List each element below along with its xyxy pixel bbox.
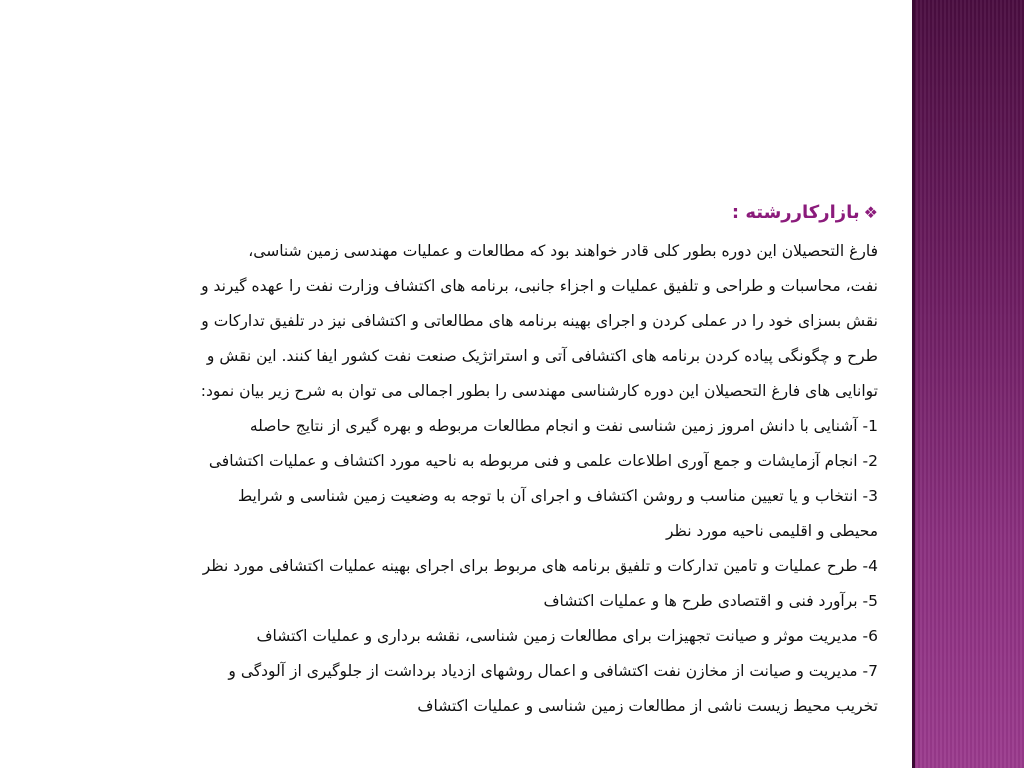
panel-edge — [912, 0, 915, 768]
slide-heading — [38, 194, 878, 230]
decorative-side-panel — [912, 0, 1024, 768]
list-item-2: 2- انجام آزمایشات و جمع آوری اطلاعات علمی و فنی مربوطه به ناحیه مورد اکتشاف و عملیات اکتشافی — [208, 452, 878, 470]
list-item-1: 1- آشنایی با دانش امروز زمین شناسی نفت و انجام مطالعات مربوطه و بهره گیری از نتایج حاصله — [249, 417, 878, 435]
heading-text: بازارکاررشته : — [731, 201, 860, 223]
list-item-7-continued: تخریب محیط زیست ناشی از مطالعات زمین شناسی و عملیات اکتشاف — [417, 697, 878, 715]
panel-stripes — [912, 0, 1024, 768]
text-line: توانایی های فارغ التحصیلان این دوره کارشناسی مهندسی را بطور اجمالی می توان به شرح زیر بیان نمود: — [200, 382, 878, 400]
text-line: فارغ التحصیلان این دوره بطور کلی قادر خواهند بود که مطالعات و عملیات مهندسی زمین شناسی، — [248, 242, 878, 260]
text-line: نقش بسزای خود را در عملی کردن و اجرای بهینه برنامه های مطالعاتی و اکتشافی نیز در تلفیق تدارکات و — [201, 312, 878, 330]
list-item-7: 7- مدیریت و صیانت از مخازن نفت اکتشافی و اعمال روشهای ازدیاد برداشت از جلوگیری از آلودگی و — [228, 662, 878, 680]
list-item-4: 4- طرح عملیات و تامین تدارکات و تلفیق برنامه های مربوط برای اجرای بهینه عملیات اکتشافی مورد نظر — [202, 557, 878, 575]
diamond-bullet-icon: ❖ — [863, 202, 878, 222]
slide-content — [38, 194, 878, 724]
text-line: طرح و چگونگی پیاده کردن برنامه های اکتشافی آتی و استراتژیک صنعت نفت کشور ایفا کنند. این نقش و — [206, 347, 878, 365]
list-item-3: 3- انتخاب و یا تعیین مناسب و روشن اکتشاف و اجرای آن با توجه به وضعیت زمین شناسی و شرایط — [237, 487, 878, 505]
body-text — [38, 234, 878, 724]
list-item-5: 5- برآورد فنی و اقتصادی طرح ها و عملیات اکتشاف — [543, 592, 878, 610]
list-item-6: 6- مدیریت موثر و صیانت تجهیزات برای مطالعات زمین شناسی، نقشه برداری و عملیات اکتشاف — [256, 627, 878, 645]
text-line: نفت، محاسبات و طراحی و تلفیق عملیات و اجزاء جانبی، برنامه های اکتشاف وزارت نفت را عهده گیرند و — [201, 277, 878, 295]
list-item-3-continued: محیطی و اقلیمی ناحیه مورد نظر — [665, 522, 878, 540]
